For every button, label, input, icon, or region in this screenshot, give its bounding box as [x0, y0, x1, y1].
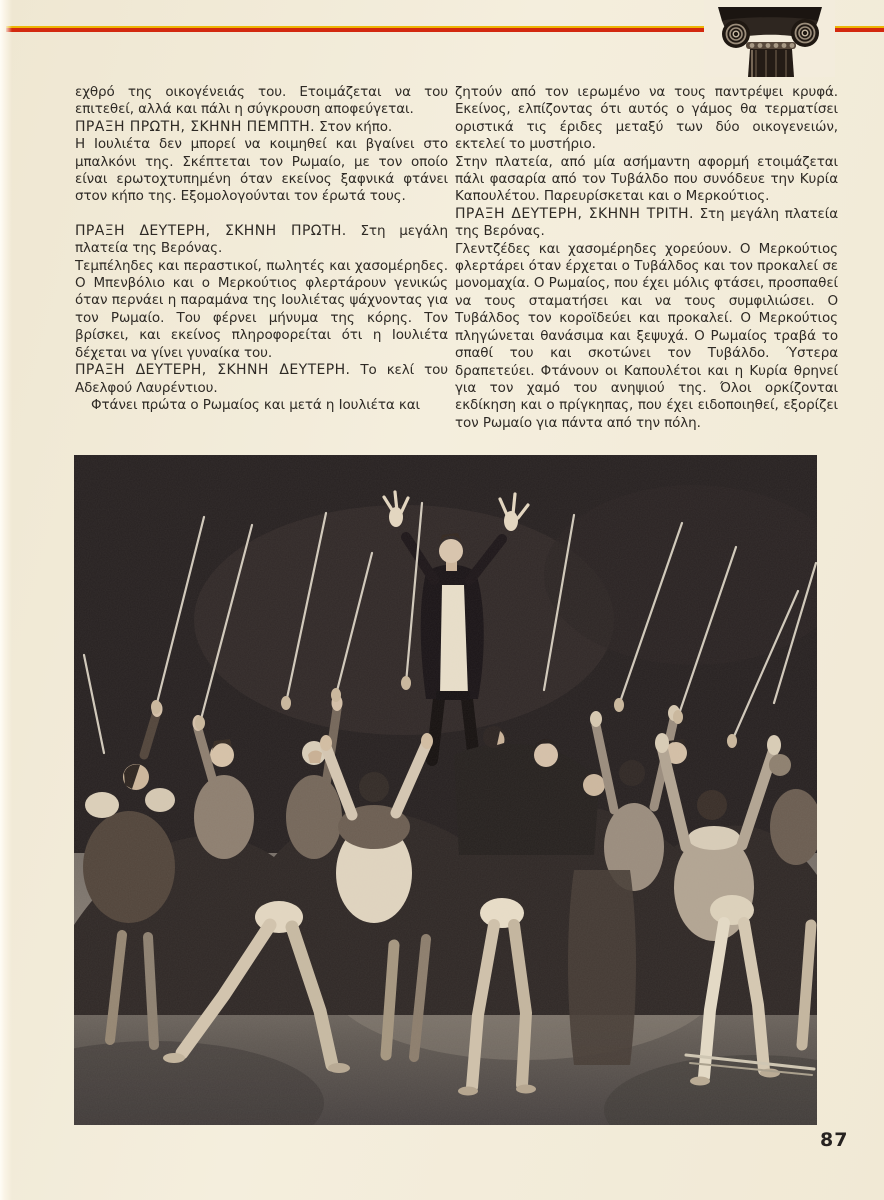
scene-heading-paragraph: ΠΡΑΞΗ ΔΕΥΤΕΡΗ, ΣΚΗΝΗ ΤΡΙΤΗ. Στη μεγάλη πλατεία της Βερόνας.	[455, 205, 838, 240]
page-number: 87	[820, 1129, 849, 1151]
text-column-right	[455, 84, 838, 432]
scene-heading: ΠΡΑΞΗ ΔΕΥΤΕΡΗ, ΣΚΗΝΗ ΤΡΙΤΗ.	[455, 205, 694, 222]
synopsis-paragraph: Φτάνει πρώτα ο Ρωμαίος και μετά η Ιουλιέτα και	[91, 396, 421, 413]
synopsis-paragraph: εχθρό της οικογένειάς του. Ετοιμάζεται να του επιτεθεί, αλλά και πάλι η σύγκρουση αποφεύγεται.	[75, 84, 448, 118]
ballet-photograph	[74, 455, 817, 1125]
scene-heading: ΠΡΑΞΗ ΔΕΥΤΕΡΗ, ΣΚΗΝΗ ΠΡΩΤΗ.	[75, 222, 347, 239]
text-column-left	[75, 84, 448, 414]
scene-heading-paragraph: ΠΡΑΞΗ ΠΡΩΤΗ, ΣΚΗΝΗ ΠΕΜΠΤΗ. Στον κήπο.	[75, 118, 393, 135]
scene-heading-paragraph: ΠΡΑΞΗ ΔΕΥΤΕΡΗ, ΣΚΗΝΗ ΔΕΥΤΕΡΗ. Το κελί του Αδελφού Λαυρέντιου.	[75, 362, 448, 396]
ballet-scene-illustration	[74, 455, 817, 1125]
synopsis-paragraph: Τεμπέληδες και περαστικοί, πωλητές και χασομέρηδες. Ο Μπενβόλιο και ο Μερκούτιος φλερτάρουν γενικώς όταν περνάει η παραμάνα της Ιουλιέτας ψάχνοντας για τον Ρωμαίο. Του φέρνει μήνυμα της κόρης. Τον βρίσκει, και εκείνος πληροφορείται ότι η Ιουλιέτα δέχεται να γίνει γυναίκα του.	[75, 257, 448, 361]
scene-heading-paragraph: ΠΡΑΞΗ ΔΕΥΤΕΡΗ, ΣΚΗΝΗ ΠΡΩΤΗ. Στη μεγάλη πλατεία της Βερόνας.	[75, 222, 448, 257]
synopsis-paragraph: Γλεντζέδες και χασομέρηδες χορεύουν. Ο Μερκούτιος φλερτάρει όταν έρχεται ο Τυβάλδος και τον προκαλεί σε μονομαχία. Ο Ρωμαίος, που έχει μόλις φτάσει, προσπαθεί να τους σταματήσει και να τους συμφιλιώσει. Ο Τυβάλδος τον κοροϊδεύει και προκαλεί. Ο Μερκούτιος πληγώνεται θανάσιμα και ξεψυχά. Ο Ρωμαίος τραβά το σπαθί του και σκοτώνει τον Τυβάλδο. Ύστερα δραπετεύει. Φτάνουν οι Καπουλέτοι και η Κυρία θρηνεί για τον χαμό του ανηψιού της. Όλοι ορκίζονται εκδίκηση και ο πρίγκηπας, που έχει ειδοποιηθεί, εξορίζει τον Ρωμαίο για πάντα από την πόλη.	[455, 240, 838, 431]
scene-heading: ΠΡΑΞΗ ΠΡΩΤΗ, ΣΚΗΝΗ ΠΕΜΠΤΗ.	[75, 118, 315, 135]
ionic-capital-ornament	[704, 0, 835, 77]
ionic-column-capital-icon	[704, 0, 835, 77]
synopsis-paragraph: Η Ιουλιέτα δεν μπορεί να κοιμηθεί και βγαίνει στο μπαλκόνι της. Σκέπτεται τον Ρωμαίο, με τον οποίο είναι ερωτοχτυπημένη όταν εκείνος ξαφνικά φτάνει στον κήπο της. Εξομολογούνται τον έρωτά τους.	[75, 136, 448, 205]
scene-heading: ΠΡΑΞΗ ΔΕΥΤΕΡΗ, ΣΚΗΝΗ ΔΕΥΤΕΡΗ.	[75, 362, 351, 379]
synopsis-paragraph: Στην πλατεία, από μία ασήμαντη αφορμή ετοιμάζεται πάλι φασαρία από τον Τυβάλδο που συνόδευε την Κυρία Καπουλέτου. Παρευρίσκεται και ο Μερκούτιος.	[455, 153, 838, 205]
synopsis-paragraph: ζητούν από τον ιερωμένο να τους παντρέψει κρυφά. Εκείνος, ελπίζοντας ότι αυτός ο γάμος θα τερματίσει οριστικά τις έριδες μεταξύ των δύο οικογενειών, εκτελεί το μυστήριο.	[455, 84, 838, 153]
